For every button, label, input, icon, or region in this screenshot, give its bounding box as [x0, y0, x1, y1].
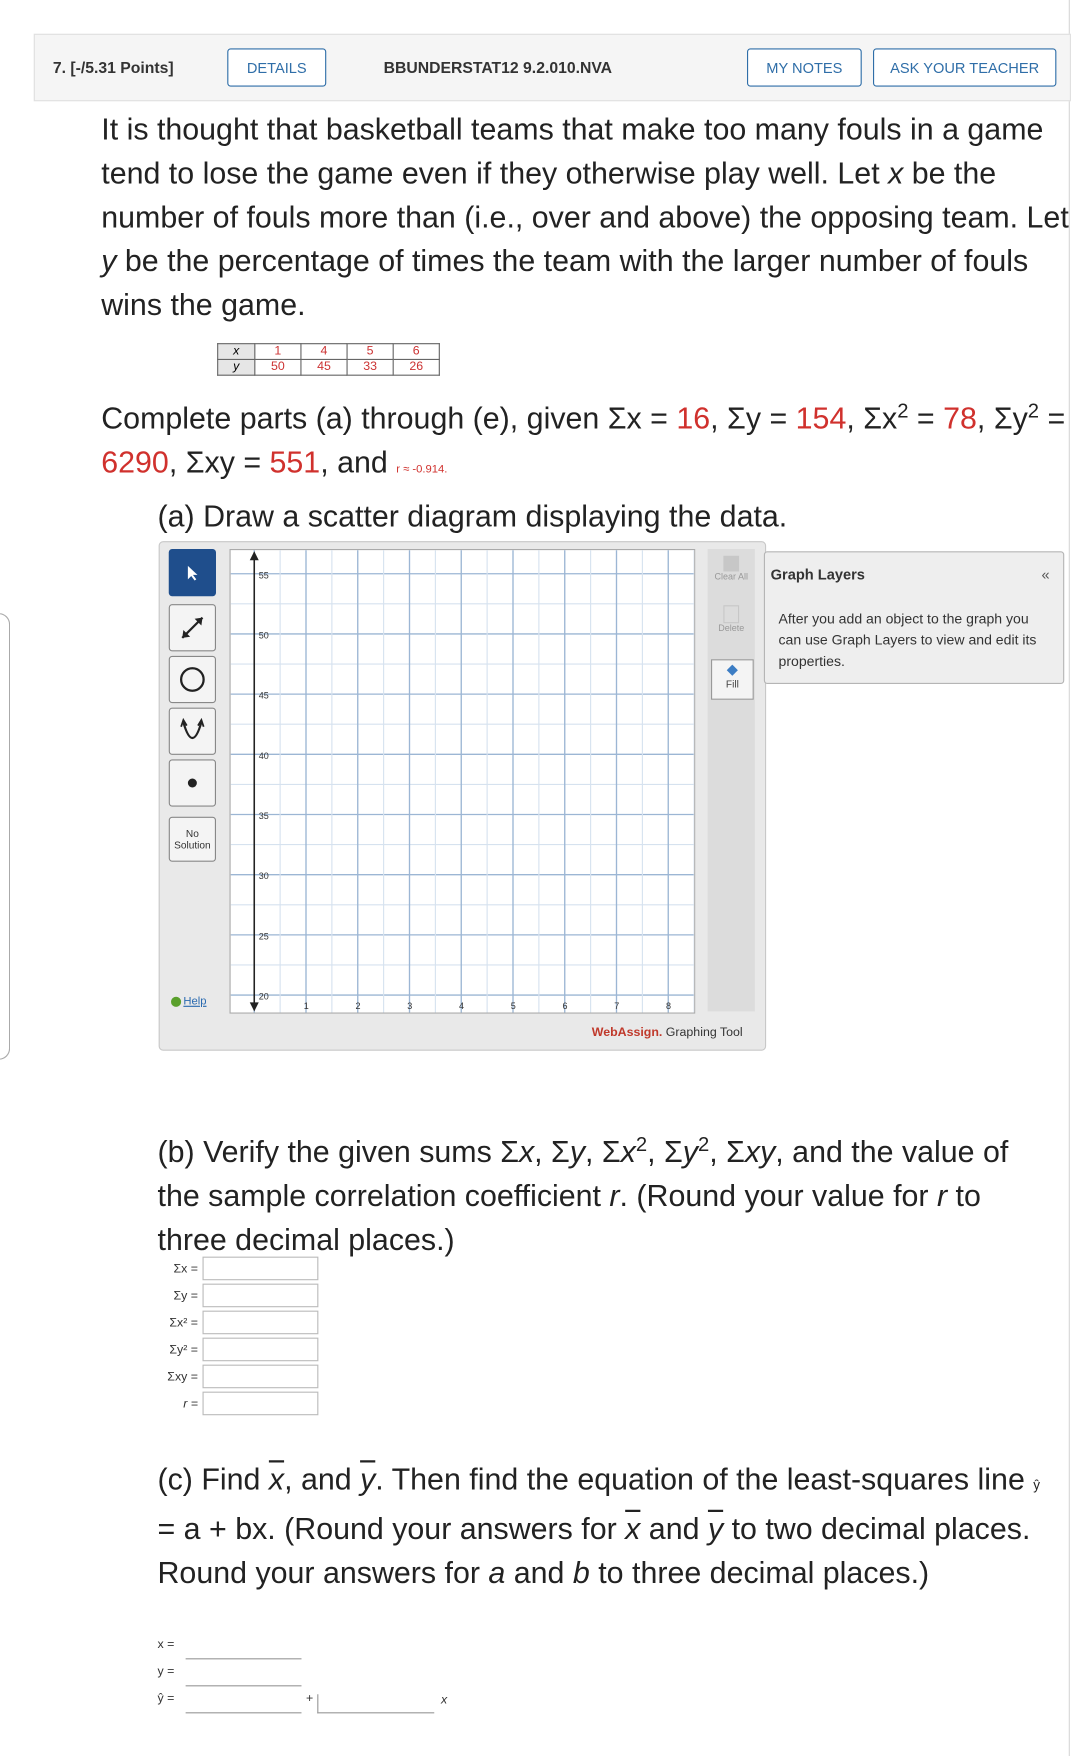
b-input[interactable]	[317, 1694, 434, 1713]
parabola-tool-button[interactable]	[169, 708, 216, 755]
data-table	[217, 343, 440, 376]
y-tick-label: 50	[258, 630, 269, 641]
sum-y-label: Σy =	[173, 1289, 198, 1303]
y-tick-label: 40	[258, 750, 269, 761]
pointer-tool-button[interactable]	[169, 549, 216, 596]
graph-layers-description: After you add an object to the graph you can use Graph Layers to view and edit its properties.	[778, 610, 1037, 670]
help-link[interactable]: Help	[171, 996, 207, 1008]
y-tick-label: 25	[258, 931, 269, 942]
fill-button[interactable]: ◆ Fill	[711, 659, 754, 700]
x-tick-label: 6	[562, 1001, 568, 1012]
x-tick-label: 8	[666, 1001, 672, 1012]
x-tick-label: 5	[510, 1001, 516, 1012]
x-cell: 5	[347, 344, 393, 360]
sum-xy-label: Σxy =	[167, 1370, 198, 1384]
fill-icon: ◆	[726, 660, 738, 678]
ask-teacher-button[interactable]: ASK YOUR TEACHER	[873, 48, 1056, 86]
sum-y2-label: Σy² =	[169, 1343, 198, 1357]
clear-all-button[interactable]: Clear All	[711, 556, 752, 588]
y-axis-arrow-up	[250, 551, 259, 560]
point-tool-button[interactable]	[169, 759, 216, 806]
help-icon	[171, 997, 181, 1007]
line-tool-button[interactable]	[169, 604, 216, 651]
no-solution-button[interactable]: No Solution	[169, 817, 216, 862]
graph-plot-area[interactable]	[230, 549, 696, 1014]
y-tick-label: 30	[258, 871, 269, 882]
sum-x-label: Σx =	[173, 1262, 198, 1276]
right-frame-line	[1069, 0, 1070, 1756]
question-number: 7. [-/5.31 Points]	[52, 58, 174, 77]
x-suffix: x	[441, 1693, 448, 1707]
y-cell: 45	[301, 359, 347, 375]
x-tick-label: 2	[355, 1001, 361, 1012]
part-b-text: (b) Verify the given sums Σx, Σy, $\Sigma x^2$, $\Sigma y^2$, Σxy, and the value of the sample correlation coefficient r. (Round your value for r to three decimal places.)	[157, 1132, 1009, 1257]
table-row-y	[218, 359, 440, 375]
ybar-label: y =	[157, 1665, 175, 1679]
question-header	[34, 34, 1071, 102]
intro-paragraph: It is thought that basketball teams that make too many fouls in a game tend to lose the game even if they otherwise play well. Let x be the number of fouls more than (i.e., over and above) the opposing team. Let y be the percentage of times the team with the larger number of fouls wins the game.	[101, 112, 1069, 322]
pointer-icon	[183, 564, 201, 582]
graph-layers-title: Graph Layers	[770, 565, 865, 583]
xbar-input[interactable]	[186, 1658, 302, 1659]
circle-icon	[177, 664, 209, 696]
x-tick-label: 1	[303, 1001, 309, 1012]
sum-y2-input[interactable]	[203, 1338, 319, 1362]
collapse-icon[interactable]: «	[1041, 565, 1050, 583]
plus-sign: +	[306, 1692, 314, 1706]
my-notes-button[interactable]: MY NOTES	[747, 48, 862, 86]
r-input[interactable]	[203, 1392, 319, 1416]
x-cell: 6	[393, 344, 439, 360]
details-button[interactable]: DETAILS	[227, 48, 326, 86]
part-c-text: (c) Find $\overline{x}$, and $\overline{y}$. Then find the equation of the least-squares line ŷ = a + bx. (Round your answers for $\overline{x}$ and $\overline{y}$ to two decimal places. Round your answers for a and b to three decimal places.)	[157, 1462, 1041, 1590]
ybar-input[interactable]	[186, 1685, 302, 1686]
y-axis-arrow-down	[250, 1002, 259, 1011]
x-cell: 1	[255, 344, 301, 360]
y-tick-label: 20	[258, 991, 269, 1002]
graph-layers-panel	[764, 551, 1064, 684]
x-cell: 4	[301, 344, 347, 360]
parabola-icon	[177, 716, 209, 748]
x-tick-label: 3	[407, 1001, 413, 1012]
yhat-label: ŷ =	[157, 1692, 175, 1706]
y-tick-label: 55	[258, 570, 269, 581]
delete-button[interactable]: Delete	[711, 605, 752, 637]
sum-x2-label: Σx² =	[169, 1316, 198, 1330]
point-icon	[177, 767, 209, 799]
graph-tool-side-panel	[708, 549, 755, 1011]
y-label: y	[218, 359, 255, 375]
graphing-tool	[159, 541, 767, 1051]
given-sums: Complete parts (a) through (e), given Σx = 16, Σy = 154, $\Sigma x^2 = 78$, $\Sigma y^2 = 6290$, Σxy = 551, and r ≈ -0.914.	[101, 399, 1066, 480]
a-input[interactable]	[186, 1712, 302, 1713]
y-cell: 50	[255, 359, 301, 375]
x-tick-label: 7	[614, 1001, 620, 1012]
r-label: r =	[183, 1397, 198, 1411]
clear-icon	[723, 556, 739, 572]
y-cell: 33	[347, 359, 393, 375]
sum-y-input[interactable]	[203, 1284, 319, 1308]
sum-x-input[interactable]	[203, 1257, 319, 1281]
table-row-x	[218, 344, 440, 360]
y-cell: 26	[393, 359, 439, 375]
x-tick-label: 4	[459, 1001, 465, 1012]
graph-grid	[231, 550, 695, 1012]
r-value-image: r ≈ -0.914.	[396, 463, 448, 476]
y-tick-label: 45	[258, 690, 269, 701]
line-icon	[177, 612, 209, 644]
problem-code: BBUNDERSTAT12 9.2.010.NVA	[383, 58, 613, 77]
sum-xy-input[interactable]	[203, 1365, 319, 1389]
part-a-text: (a) Draw a scatter diagram displaying the data.	[157, 499, 788, 534]
trash-icon	[723, 605, 739, 623]
x-label: x	[218, 344, 255, 360]
xbar-label: x =	[157, 1638, 175, 1652]
sum-x2-input[interactable]	[203, 1311, 319, 1335]
side-panel-edge[interactable]	[0, 613, 10, 1060]
webassign-brand: WebAssign. Graphing Tool	[591, 1026, 743, 1040]
circle-tool-button[interactable]	[169, 656, 216, 703]
y-tick-label: 35	[258, 811, 269, 821]
